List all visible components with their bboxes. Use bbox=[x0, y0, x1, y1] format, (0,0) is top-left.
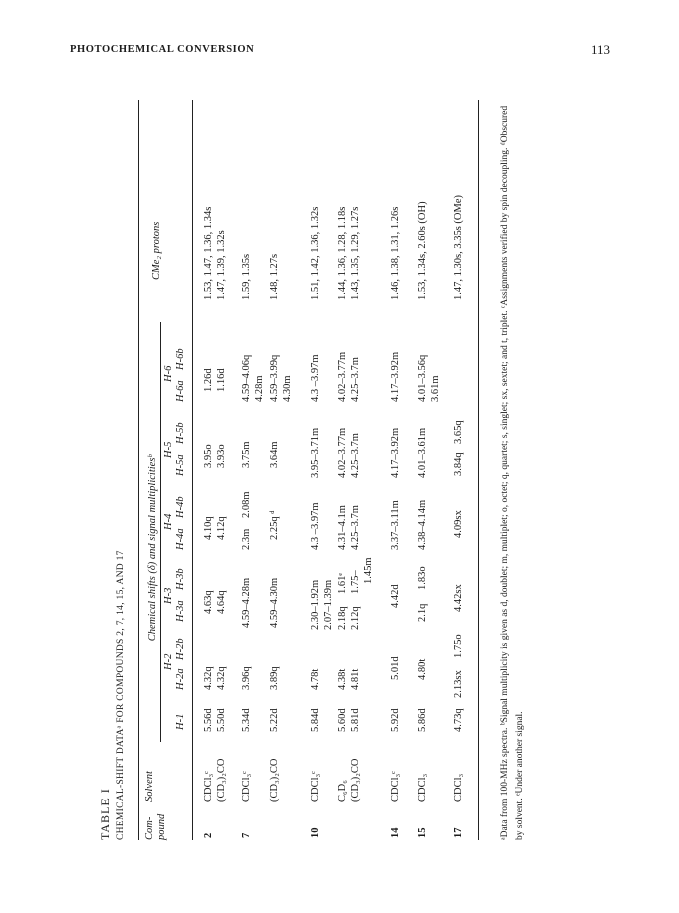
row-7b-h2a: 3.89q bbox=[269, 666, 280, 690]
row-15-h5: 4.01–3.61m bbox=[417, 427, 428, 478]
row-2-h3: 4.63q bbox=[203, 590, 214, 614]
row-10-h3b: 2.07–1.39m bbox=[323, 579, 334, 630]
row-7-h5: 3.75m bbox=[241, 441, 252, 468]
row-10c-h3b: 1.75– bbox=[350, 570, 361, 594]
row-2-h4: 4.10q bbox=[203, 516, 214, 540]
row-14-compound: 14 bbox=[390, 827, 401, 838]
header-h5: H-5 bbox=[163, 441, 174, 458]
header-h5a: H-5a bbox=[175, 454, 186, 476]
row-10c-h4: 4.25–3.7m bbox=[350, 505, 361, 550]
row-2-cme2: 1.53, 1.47, 1.36, 1.34s bbox=[203, 206, 214, 300]
row-7b-h5: 3.64m bbox=[269, 441, 280, 468]
bottom-rule bbox=[478, 100, 479, 840]
header-h5b: H-5b bbox=[175, 422, 186, 444]
row-10c-h3a: 2.12q bbox=[350, 606, 361, 630]
row-10b-solvent: C₆D₆ bbox=[337, 780, 348, 802]
row-2-h2a: 4.32q bbox=[203, 666, 214, 690]
row-7-h2a: 3.96q bbox=[241, 666, 252, 690]
row-10b-cme2: 1.44, 1.36, 1.28, 1.18s bbox=[337, 206, 348, 300]
table-footnote: ᵃData from 100-MHz spectra. ᵇSignal multiplicity is given as d, doublet; m, multiplet; o, octet; q, quartet; s, singlet; sx, sextet; and t, triplet. ᶜAssignments verified by spin decoupling. ᵈObscured by solvent. ᵉUnder another signal. bbox=[500, 105, 525, 840]
row-15-h6b: 3.61m bbox=[430, 375, 441, 402]
group-rule bbox=[160, 322, 161, 742]
row-2b-h1: 5.50d bbox=[216, 708, 227, 732]
row-10-h4: 4.3 –3.97m bbox=[310, 502, 321, 550]
row-2-compound: 2 bbox=[203, 832, 214, 838]
row-10c-h5: 4.25–3.7m bbox=[350, 433, 361, 478]
header-h4b: H-4b bbox=[175, 496, 186, 518]
top-rule bbox=[138, 100, 139, 840]
header-h2b: H-2b bbox=[175, 638, 186, 660]
header-h4: H-4 bbox=[163, 513, 174, 530]
row-15-h1: 5.86d bbox=[417, 708, 428, 732]
row-7b-h3: 4.59–4.30m bbox=[269, 577, 280, 628]
header-h3: H-3 bbox=[163, 587, 174, 604]
row-14-cme2: 1.46, 1.38, 1.31, 1.26s bbox=[390, 206, 401, 300]
row-2b-h2a: 4.32q bbox=[216, 666, 227, 690]
row-15-h3b: 1.83o bbox=[417, 566, 428, 590]
header-h1: H-1 bbox=[175, 713, 186, 730]
header-compound-1: Com- bbox=[144, 816, 155, 840]
row-10c-h6: 4.25–3.7m bbox=[350, 357, 361, 402]
row-15-h6a: 4.01–3.56q bbox=[417, 354, 428, 402]
row-7-h4b: 2.08m bbox=[241, 491, 252, 518]
row-15-solvent: CDCl₃ bbox=[417, 773, 428, 802]
header-column-group: Chemical shifts (δ) and signal multiplicitiesᵇ bbox=[147, 454, 158, 642]
row-14-h3: 4.42d bbox=[390, 584, 401, 608]
header-solvent: Solvent bbox=[144, 771, 155, 802]
row-7-h3: 4.59–4.28m bbox=[241, 577, 252, 628]
row-10-cme2: 1.51, 1.42, 1.36, 1.32s bbox=[310, 206, 321, 300]
row-17-h1: 4.73q bbox=[453, 708, 464, 732]
row-10c-solvent: (CD₃)₂CO bbox=[350, 758, 361, 802]
row-17-h2b: 1.75o bbox=[453, 634, 464, 658]
row-10c-h3b-cont: 1.45m bbox=[363, 557, 374, 584]
row-10b-h6: 4.02–3.77m bbox=[337, 351, 348, 402]
row-10b-h5: 4.02–3.77m bbox=[337, 427, 348, 478]
row-7-solvent: CDCl₃ᶜ bbox=[241, 771, 252, 802]
row-14-h4: 3.37–3.11m bbox=[390, 500, 401, 550]
row-17-solvent: CDCl₃ bbox=[453, 773, 464, 802]
row-15-h3a: 2.1q bbox=[417, 603, 428, 622]
row-10c-h2a: 4.81t bbox=[350, 668, 361, 690]
row-2b-solvent: (CD₃)₂CO bbox=[216, 758, 227, 802]
row-15-h4: 4.38–4.14m bbox=[417, 499, 428, 550]
row-10-h2a: 4.78t bbox=[310, 668, 321, 690]
row-2b-h5: 3.93o bbox=[216, 444, 227, 468]
row-10b-h4: 4.31–4.1m bbox=[337, 505, 348, 550]
row-10b-h3b: 1.61ᵉ bbox=[337, 572, 348, 594]
row-7b-h1: 5.22d bbox=[269, 708, 280, 732]
row-17-h4: 4.09sx bbox=[453, 510, 464, 538]
row-2b-h6: 1.16d bbox=[216, 368, 227, 392]
row-7-h6b: 4.28m bbox=[254, 375, 265, 402]
header-rule bbox=[192, 100, 193, 840]
header-h4a: H-4a bbox=[175, 528, 186, 550]
header-h3a: H-3a bbox=[175, 600, 186, 622]
row-2b-h4: 4.12q bbox=[216, 516, 227, 540]
row-2-h5: 3.95o bbox=[203, 444, 214, 468]
row-10-h3a: 2.30–1.92m bbox=[310, 579, 321, 630]
row-2b-h3: 4.64q bbox=[216, 590, 227, 614]
row-17-cme2: 1.47, 1.30s, 3.35s (OMe) bbox=[453, 195, 464, 300]
row-14-h5: 4.17–3.92m bbox=[390, 427, 401, 478]
row-10-h5: 3.95–3.71m bbox=[310, 427, 321, 478]
header-h6: H-6 bbox=[163, 365, 174, 382]
row-17-h5a: 3.84q bbox=[453, 452, 464, 476]
row-17-compound: 17 bbox=[453, 827, 464, 838]
row-7b-h6a: 4.59–3.99q bbox=[269, 354, 280, 402]
row-14-h6: 4.17–3.92m bbox=[390, 351, 401, 402]
row-7b-h4: 2.25q ᵈ bbox=[269, 510, 280, 540]
header-h6a: H-6a bbox=[175, 380, 186, 402]
row-10b-h1: 5.60d bbox=[337, 708, 348, 732]
table-caption: CHEMICAL-SHIFT DATAᵃ FOR COMPOUNDS 2, 7, 14, 15, AND 17 bbox=[116, 550, 126, 840]
running-head bbox=[70, 44, 610, 55]
row-10-h6: 4.3 –3.97m bbox=[310, 354, 321, 402]
row-7-compound: 7 bbox=[241, 832, 252, 838]
row-2-h1: 5.56d bbox=[203, 708, 214, 732]
row-7-h4a: 2.3m bbox=[241, 528, 252, 550]
row-2b-cme2: 1.47, 1.39, 1.32s bbox=[216, 230, 227, 300]
row-15-cme2: 1.53, 1.34s, 2.60s (OH) bbox=[417, 201, 428, 300]
row-10-compound: 10 bbox=[310, 827, 321, 838]
page-number: 113 bbox=[590, 42, 610, 57]
row-15-h2a: 4.80t bbox=[417, 658, 428, 680]
row-17-h2a: 2.13sx bbox=[453, 670, 464, 698]
row-2-solvent: CDCl₃ᶜ bbox=[203, 771, 214, 802]
rotated-table bbox=[98, 100, 558, 840]
header-cme2: CMe₂ protons bbox=[151, 221, 162, 280]
row-10c-cme2: 1.43, 1.35, 1.29, 1.27s bbox=[350, 206, 361, 300]
row-7b-cme2: 1.48, 1.27s bbox=[269, 253, 280, 300]
row-14-solvent: CDCl₃ᶜ bbox=[390, 771, 401, 802]
row-14-h2a: 5.01d bbox=[390, 656, 401, 680]
header-h3b: H-3b bbox=[175, 568, 186, 590]
row-10-solvent: CDCl₃ᶜ bbox=[310, 771, 321, 802]
row-17-h5b: 3.65q bbox=[453, 420, 464, 444]
row-7b-solvent: (CD₃)₂CO bbox=[269, 758, 280, 802]
row-15-compound: 15 bbox=[417, 827, 428, 838]
running-head-title: PHOTOCHEMICAL CONVERSION bbox=[70, 44, 255, 55]
header-h6b: H-6b bbox=[175, 348, 186, 370]
row-10b-h2a: 4.38t bbox=[337, 668, 348, 690]
row-10-h1: 5.84d bbox=[310, 708, 321, 732]
row-7-cme2: 1.59, 1.35s bbox=[241, 253, 252, 300]
row-14-h1: 5.92d bbox=[390, 708, 401, 732]
row-10b-h3a: 2.18q bbox=[337, 606, 348, 630]
row-7b-h6b: 4.30m bbox=[282, 375, 293, 402]
header-compound-2: pound bbox=[156, 813, 167, 840]
header-h2: H-2 bbox=[163, 653, 174, 670]
header-h2a: H-2a bbox=[175, 668, 186, 690]
row-10c-h1: 5.81d bbox=[350, 708, 361, 732]
row-2-h6: 1.26d bbox=[203, 368, 214, 392]
row-17-h3: 4.42sx bbox=[453, 584, 464, 612]
row-7-h6a: 4.59–4.06q bbox=[241, 354, 252, 402]
row-7-h1: 5.34d bbox=[241, 708, 252, 732]
table-label: TABLE I bbox=[98, 788, 112, 840]
